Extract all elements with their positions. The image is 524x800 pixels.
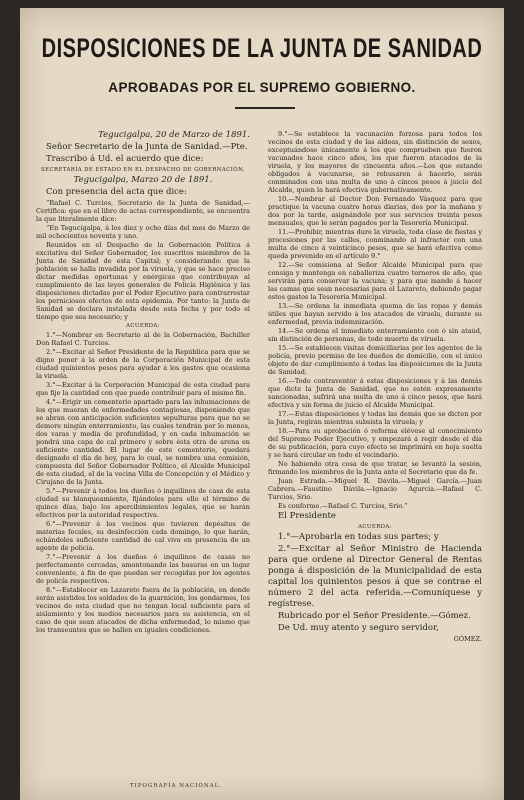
- article: 1.°—Nombrar en Secretario al de la Gobernación, Bachiller Don Rafael C. Turcios.: [36, 331, 250, 347]
- document-subtitle: APROBADAS POR EL SUPREMO GOBIERNO.: [108, 80, 416, 95]
- article: 13.—Se ordena la inmediata quema de las ropas y demás útiles que hayan servido á los atacados de viruela, durante su enfermedad, previa indemnización.: [268, 302, 482, 326]
- document-title: DISPOSICIONES DE LA JUNTA DE SANIDAD: [41, 33, 483, 64]
- rubricado-line: Rubricado por el Señor Presidente.—Gómez.: [278, 611, 471, 621]
- article: 11.—Prohibir, mientras dure la viruela, toda clase de fiestas y procesiones por las calles, conminando al infractor con una multa de cinco á veinticinco pesos, que se hará efectiva como queda prevenido en el artículo 9.°: [268, 228, 482, 260]
- valediction: De Ud. muy atento y seguro servidor,: [278, 623, 439, 633]
- transcribe-line: Trascribo á Ud. el acuerdo que dice:: [46, 154, 204, 164]
- department-heading: SECRETARÍA DE ESTADO EN EL DESPACHO DE GOBERNACIÓN.: [41, 167, 245, 173]
- conforme-line: Es conforme.—Rafael C. Turcios, Srio.”: [278, 502, 408, 510]
- intro-line: Con presencia del acta que dice:: [46, 187, 187, 197]
- document-sheet: [20, 8, 504, 800]
- article: 7.°—Prevenir á los dueños ó inquilinos de casas no perfectamente cercadas, amontonando las basuras en un lugar conveniente, á fin de que puedan ser recogidas por los agentes de policía respectivos.: [36, 553, 250, 585]
- article: 5.°—Prevenir á todos los dueños ó inquilinos de casa de esta ciudad su blanqueamiento, fijándoles para ello el término de quince días, bajo los apercibimientos legales, que se harán efectivos por la autoridad respectiva.: [36, 487, 250, 519]
- addressee-line: Señor Secretario de la Junta de Sanidad.—Pte.: [46, 142, 248, 152]
- paragraph: “Rafael C. Turcios, Secretario de la Junta de Sanidad,—Certifica: que en el libro de actas correspondiente, se encuentra la que literalmente dice:: [36, 199, 250, 223]
- article: 4.°—Erigir un cementerio apartado para las inhumaciones de los que mueran de enfermedades contagiosas, disponiendo que se abran con anticipación suficientes sepulturas para que no se demore ningún enterramiento, las cuales tendrán por lo menos, dos varas y media de profundidad, y en cada inhumación se pondrá una capa de cal primero y sobre ésta otra de arena en suficiente cantidad. El lugar de este cementerio, quedará designado el día de hoy, para lo cual, se nombra una comisión, compuesta del Señor Gobernador Político, el Alcalde Municipal de esta ciudad, el de la vecina Villa de Concepción y el Médico y Cirujano de la Junta.: [36, 398, 250, 486]
- paragraph: Reunidos en el Despacho de la Gobernación Política á excitativa del Señor Gobernador, los suscritos miembros de la Junta de Sanidad de esta Capital; y considerando: que la población se halla invadida por la viruela, y que se hace preciso dictar medidas oportunas y enérgicas que contribuyan al cumplimiento de las leyes generales de Policía Higiénica y las disposiciones dictadas por el Poder Ejecutivo para contrarrestar los perniciosos efectos de esta epidemia. Por tanto: la Junta de Sanidad se declara instalada desde esta fecha y por todo el tiempo que sea necesario; y: [36, 241, 250, 321]
- article: 8.°—Establecer en Lazareto fuera de la población, en donde serán asistidos los soldados de la guarnición, los gendarmes, los vecinos de esta ciudad que no tengan local suficiente para el aislamiento y los medios necesarios para su asistencia, en el caso de que sean atacados de dicha enfermedad, lo mismo que los transeuntes que se hallen en iguales condiciones.: [36, 586, 250, 634]
- article: 3.°—Excitar á la Corporación Municipal de esta ciudad para que fije la cantidad con que puede contribuir para el mismo fin.: [36, 381, 250, 397]
- closing-paragraph: No habiendo otra cosa de que tratar, se levantó la sesión, firmando los miembros de la Junta ante el Secretario que da fe.: [268, 460, 482, 476]
- paragraph: “En Tegucigalpa, á los diez y ocho días del mes de Marzo de mil ochocientos noventa y uno.: [36, 224, 250, 240]
- article: 9.°—Se establece la vacunación forzosa para todos los vecinos de esta ciudad y de las aldeas, sin distinción de sexos, exceptuándose únicamente á los que comprueben que fueron vacunados hace cinco años, los que fueron atacados de la viruela, y los mayores de cincuenta años.—Los que estando obligados á vacunarse, se rehusaren á hacerlo, serán conminados con una multa de uno á cincos pesos á juicio del Alcalde, quien la hará efectiva gubernativamente.: [268, 130, 482, 194]
- article: 14.—Se ordena el inmediato enterramiento con ó sin ataúd, sin distinción de personas, de todo muerto de viruela.: [268, 327, 482, 343]
- resolution-item: 2.°—Excitar al Señor Ministro de Hacienda para que ordene al Director General de Rentas ponga á disposición de la Municipalidad de esta capital los quinientos pesos á que se contrae el número 2 del acta referida.—Comuníquese y regístrese.: [268, 544, 482, 609]
- acuerda-heading: ACUERDA:: [358, 524, 392, 530]
- presidente-line: El Presidente: [278, 511, 336, 521]
- article: 18.—Para su aprobación ó reforma elévese al conocimiento del Supremo Poder Ejecutivo, y empezará á regir desde el día de su publicación, para cuyo efecto se imprimirá en hoja suelta y se hará circular en todo el vecindario.: [268, 427, 482, 459]
- acuerda-heading: ACUERDA:: [126, 323, 160, 329]
- date-line: Tegucigalpa, 20 de Marzo de 1891.: [98, 130, 250, 140]
- right-column: [268, 130, 482, 644]
- secondary-date: Tegucigalpa, Marzo 20 de 1891.: [73, 175, 213, 185]
- article: 16.—Todo contraventor á estas disposiciones y á las demás que dicte la Junta de Sanidad, que no estén expresamente sancionadas, sufrirá una multa de uno á cinco pesos, que hará efectiva y sin forma de juicio el Alcalde Municipal.: [268, 377, 482, 409]
- article: 15.—Se establecen visitas domiciliarias por los agentes de la policía, previo permiso de los dueños de domicilio, con el único objeto de dar cumplimiento á todas las disposiciones de la Junta de Sanidad.: [268, 344, 482, 376]
- article: 17.—Estas disposiciones y todas las demás que se dicten por la Junta, regirán mientras subsista la viruela; y: [268, 410, 482, 426]
- article: 6.°—Prevenir á los vecinos que tuvieren depósitos de materias fecales, su desinfección cada domingo, lo que harán, echándoles suficiente cantidad de cal viva en presencia de un agente de policía.: [36, 520, 250, 552]
- printer-imprint: TIPOGRAFÍA NACIONAL.: [130, 783, 223, 789]
- left-column: [36, 130, 250, 635]
- signature-name: GÓMEZ.: [453, 635, 482, 643]
- title-divider: [235, 107, 295, 109]
- resolution-item: 1.°—Aprobarla en todas sus partes; y: [278, 532, 439, 542]
- signatories: Juan Estrada.—Miguel R. Dávila.—Miguel García.—Juan Cabrera.—Faustino Dávila.—Ignacio Agurcia.—Rafael C. Turcios, Srio.: [268, 477, 482, 501]
- article: 12.—Se comisiona al Señor Alcalde Municipal para que consiga y mantenga en caballeriza cuatro terneros de año, que servirán para conservar la vacuna; y para que mande á hacer las camas que sean necesarias para el Lazareto, debiendo pagar estos gastos la Tesorería Municipal.: [268, 261, 482, 301]
- article: 2.°—Excitar al Señor Presidente de la República para que se digne poner á la orden de la Corporación Municipal de esta ciudad quinientos pesos para ayudar á los gastos que ocasiona la viruela.: [36, 348, 250, 380]
- article: 10.—Nombrar al Doctor Don Fernando Vásquez para que practique la vacuna cuatro horas diarias, dos por la mañana y dos por la tarde, asignándole por sus servicios treinta pesos mensuales, que le serán pagados por la Tesorería Municipal.: [268, 195, 482, 227]
